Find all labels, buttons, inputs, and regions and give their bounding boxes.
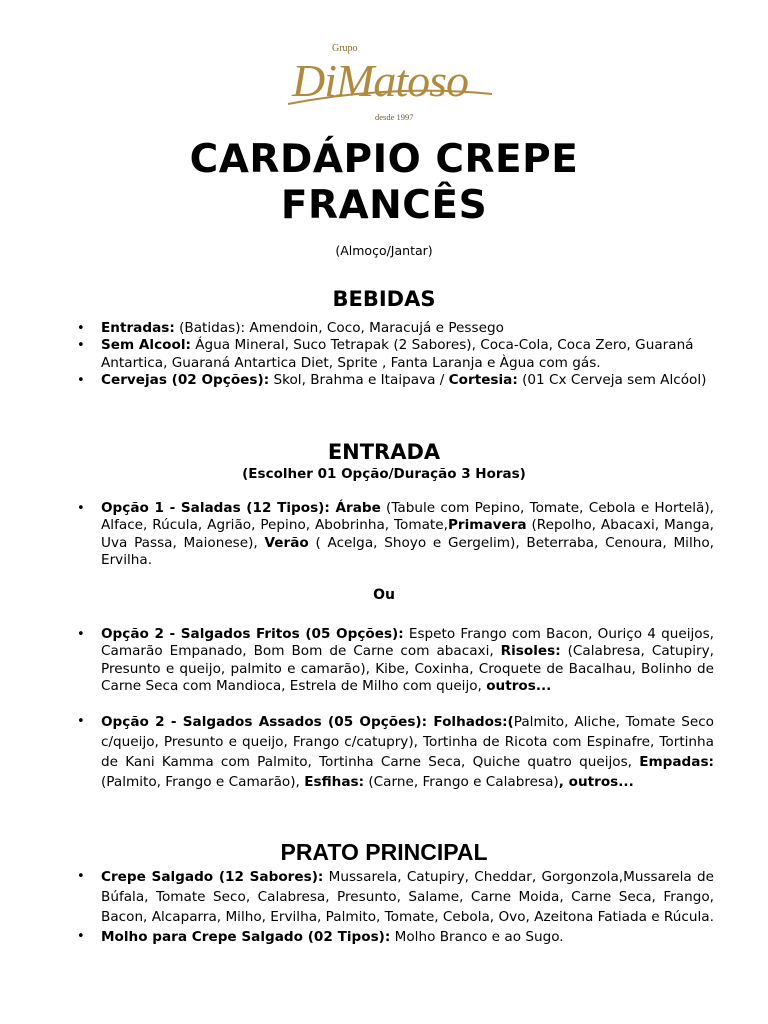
item-text: (Batidas): Amendoin, Coco, Maracujá e Pessego: [174, 320, 504, 336]
item-label: Sem Alcool:: [101, 337, 191, 354]
item-text: Palmito, Aliche, Tomate Seco c/queijo, Presunto e queijo, Frango c/catupry), Tortinha de Ricota com Espinafre, Tortinha de Kani Kamma com Palmito, Tortinha Carne Seca, Quiche quatro queijos,: [101, 714, 714, 770]
entrada-opcao2-list: [77, 626, 714, 695]
entrada-opcao1-list: [77, 500, 714, 569]
item-text: Molho Branco e ao Sugo.: [390, 929, 564, 945]
section-heading-prato-principal: PRATO PRINCIPAL: [280, 839, 488, 865]
list-item: [77, 867, 714, 927]
item-label: Opção 1 - Saladas (12 Tipos):: [101, 500, 330, 516]
item-label-cortesia: Cortesia:: [448, 371, 518, 388]
logo-since-text: desde 1997: [375, 112, 414, 122]
item-text-cortesia: (01 Cx Cerveja sem Alcóol): [517, 371, 707, 388]
item-text-arabe: (Tabule com Pepino, Tomate, Cebola e Hortelã), Alface, Rúcula, Agrião, Pepino, Abobrinha, Tomate,: [101, 500, 714, 534]
item-outros: outros...: [486, 677, 552, 694]
bebidas-list: [77, 320, 714, 389]
item-text-risoles: (Calabresa, Catupiry, Presunto e queijo, palmito e camarão), Kibe, Coxinha, Croquete de Bacalhau, Bolinho de Carne Seca com Mandioca, Estrela de Milho com queijo,: [101, 643, 714, 694]
page-subtitle: (Almoço/Jantar): [335, 243, 433, 258]
item-text-empadas: (Palmito, Frango e Camarão),: [101, 774, 305, 790]
item-text: Espeto Frango com Bacon, Ouriço 4 queijos, Camarão Empanado, Bom Bom de Carne com abacaxi,: [101, 626, 714, 660]
item-label-esfihas: Esfihas:: [304, 774, 365, 790]
item-text: Skol, Brahma e Itaipava /: [269, 371, 449, 388]
item-text-verao: ( Acelga, Shoyo e Gergelim), Beterraba, Cenoura, Milho, Ervilha.: [101, 534, 714, 568]
item-label-arabe: Árabe: [329, 500, 381, 516]
item-label-primavera: Primavera: [447, 517, 527, 534]
item-label-empadas: Empadas:: [639, 754, 714, 770]
item-label: Molho para Crepe Salgado (02 Tipos):: [101, 929, 391, 945]
item-label: Cervejas (02 Opções):: [101, 371, 270, 388]
page-title-line1: CARDÁPIO CREPE: [189, 137, 579, 182]
section-heading-entrada: ENTRADA: [327, 440, 441, 464]
item-label: Opção 2 - Salgados Fritos (05 Opções):: [101, 626, 404, 642]
separator-ou: Ou: [373, 587, 395, 603]
logo-brand-text: DiMatoso: [292, 55, 468, 106]
section-note-entrada: (Escolher 01 Opção/Duração 3 Horas): [242, 466, 526, 482]
item-text-primavera: (Repolho, Abacaxi, Manga, Uva Passa, Maionese),: [101, 517, 714, 551]
item-text-esfihas: (Carne, Frango e Calabresa): [364, 774, 559, 790]
logo-group-text: Grupo: [332, 43, 358, 54]
logo-graphic: [282, 38, 502, 126]
list-item: [77, 626, 714, 695]
page-title-line2: FRANCÊS: [280, 183, 488, 228]
list-item: [77, 927, 714, 947]
item-label: Crepe Salgado (12 Sabores):: [101, 869, 324, 885]
list-item: [77, 372, 714, 389]
item-label: Entradas:: [101, 320, 175, 336]
list-item: [77, 712, 714, 792]
section-heading-bebidas: BEBIDAS: [332, 287, 436, 311]
list-item: [77, 500, 714, 569]
entrada-opcao2-assados-list: [77, 712, 714, 792]
list-item: [77, 320, 714, 337]
item-outros: , outros...: [558, 774, 634, 790]
prato-list: [77, 867, 714, 947]
item-text: Mussarela, Catupiry, Cheddar, Gorgonzola,Mussarela de Búfala, Tomate Seco, Calabresa, Presunto, Salame, Carne Moida, Carne Seca, Frango, Bacon, Alcaparra, Milho, Ervilha, Palmito, Tomate, Cebola, Ovo, Azeitona Fatiada e Rúcula.: [101, 869, 714, 925]
item-label: Opção 2 - Salgados Assados (05 Opções): Folhados:(: [101, 714, 514, 730]
list-item: [77, 337, 714, 372]
item-text: Água Mineral, Suco Tetrapak (2 Sabores), Coca-Cola, Coca Zero, Guaraná Antartica, Guaraná Antartica Diet, Sprite , Fanta Laranja e Àgua com gás.: [101, 337, 694, 371]
item-label-risoles: Risoles:: [500, 643, 561, 660]
item-label-verao: Verão: [264, 534, 309, 551]
brand-logo: [282, 38, 502, 126]
